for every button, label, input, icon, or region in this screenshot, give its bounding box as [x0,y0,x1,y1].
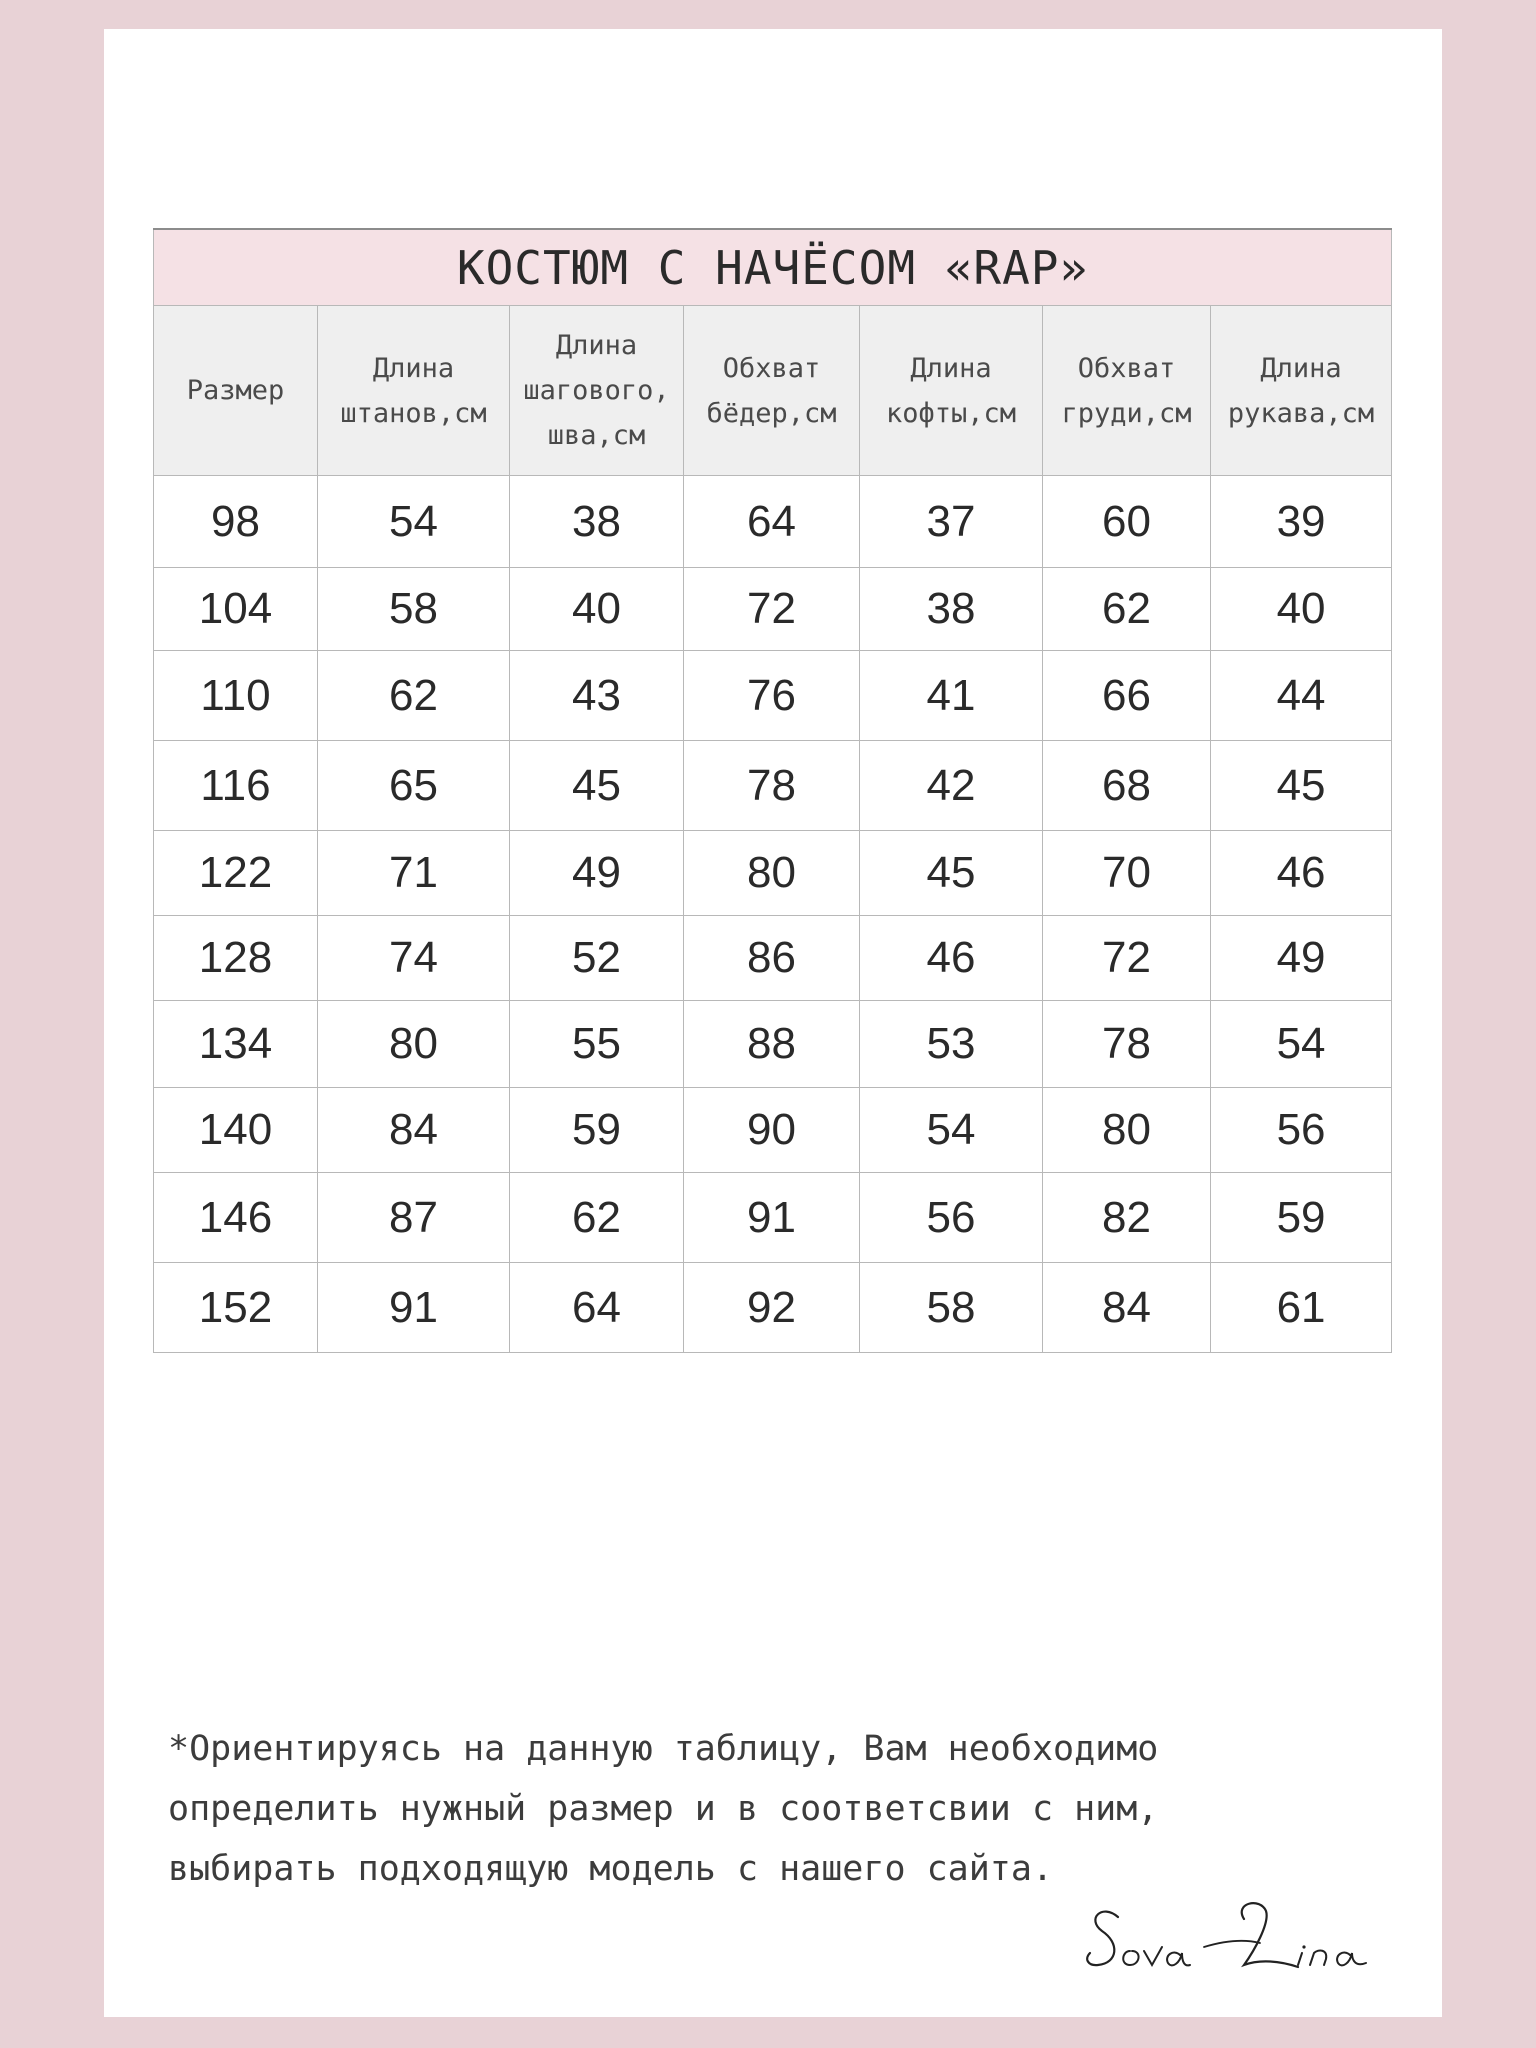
measurement-cell: 39 [1211,476,1392,568]
measurement-cell: 38 [510,476,684,568]
measurement-cell: 68 [1043,741,1211,831]
column-header-line: Обхват [1077,352,1176,384]
size-cell: 134 [154,1001,318,1088]
measurement-cell: 38 [860,568,1043,651]
measurement-cell: 88 [684,1001,860,1088]
table-row [154,1001,1392,1088]
measurement-cell: 84 [1043,1263,1211,1353]
measurement-cell: 45 [860,831,1043,916]
column-header-line: шва,см [547,420,646,451]
measurement-cell: 72 [1043,916,1211,1001]
column-header [684,306,860,476]
column-header [1043,306,1211,476]
measurement-cell: 60 [1043,476,1211,568]
measurement-cell: 54 [318,476,510,568]
measurement-cell: 40 [1211,568,1392,651]
measurement-cell: 64 [510,1263,684,1353]
measurement-cell: 52 [510,916,684,1001]
table-body [154,476,1392,1353]
measurement-cell: 80 [1043,1088,1211,1173]
measurement-cell: 49 [510,831,684,916]
measurement-cell: 76 [684,651,860,741]
measurement-cell: 61 [1211,1263,1392,1353]
measurement-cell: 56 [860,1173,1043,1263]
measurement-cell: 42 [860,741,1043,831]
measurement-cell: 62 [318,651,510,741]
measurement-cell: 91 [684,1173,860,1263]
column-header [1211,306,1392,476]
column-header [318,306,510,476]
measurement-cell: 58 [860,1263,1043,1353]
measurement-cell: 58 [318,568,510,651]
measurement-cell: 72 [684,568,860,651]
measurement-cell: 45 [510,741,684,831]
column-header-line: Длина [910,352,992,384]
measurement-cell: 46 [860,916,1043,1001]
footnote-line: *Ориентируясь на данную таблицу, Вам необходимо [168,1729,1159,1769]
table-row [154,1263,1392,1353]
column-header [154,306,318,476]
measurement-cell: 78 [684,741,860,831]
table-row [154,1088,1392,1173]
measurement-cell: 66 [1043,651,1211,741]
measurement-cell: 37 [860,476,1043,568]
size-cell: 110 [154,651,318,741]
measurement-cell: 62 [1043,568,1211,651]
measurement-cell: 59 [510,1088,684,1173]
measurement-cell: 80 [684,831,860,916]
column-header-line: шагового, [523,375,670,406]
measurement-cell: 82 [1043,1173,1211,1263]
measurement-cell: 59 [1211,1173,1392,1263]
table-row [154,916,1392,1001]
size-cell: 140 [154,1088,318,1173]
measurement-cell: 43 [510,651,684,741]
measurement-cell: 84 [318,1088,510,1173]
column-header [510,306,684,476]
column-header [860,306,1043,476]
column-header-line: кофты,см [885,397,1017,429]
column-header-line: Длина [372,352,455,384]
measurement-cell: 65 [318,741,510,831]
measurement-cell: 44 [1211,651,1392,741]
table-row [154,831,1392,916]
measurement-cell: 41 [860,651,1043,741]
measurement-cell: 53 [860,1001,1043,1088]
measurement-cell: 80 [318,1001,510,1088]
table-row [154,741,1392,831]
size-cell: 152 [154,1263,318,1353]
table-title: КОСТЮМ С НАЧЁСОМ «RAP» [154,229,1392,306]
footnote-line: выбирать подходящую модель с нашего сайта. [168,1849,1054,1889]
size-cell: 122 [154,831,318,916]
column-header-line: штанов,см [340,397,487,429]
column-header-line: рукава,см [1227,397,1375,429]
table-row [154,1173,1392,1263]
measurement-cell: 46 [1211,831,1392,916]
measurement-cell: 64 [684,476,860,568]
measurement-cell: 87 [318,1173,510,1263]
table-row [154,568,1392,651]
size-cell: 128 [154,916,318,1001]
size-cell: 116 [154,741,318,831]
size-table [153,228,1392,1353]
size-chart-sheet [104,29,1442,2017]
measurement-cell: 74 [318,916,510,1001]
measurement-cell: 78 [1043,1001,1211,1088]
measurement-cell: 62 [510,1173,684,1263]
column-header-line: бёдер,см [706,397,837,429]
column-header-line: груди,см [1061,397,1192,429]
measurement-cell: 86 [684,916,860,1001]
measurement-cell: 71 [318,831,510,916]
measurement-cell: 91 [318,1263,510,1353]
measurement-cell: 54 [860,1088,1043,1173]
measurement-cell: 92 [684,1263,860,1353]
footnote-line: определить нужный размер и в соответсвии с ним, [168,1789,1159,1829]
column-header-line: Размер [186,375,285,406]
measurement-cell: 56 [1211,1088,1392,1173]
header-row [154,306,1392,476]
size-cell: 104 [154,568,318,651]
signature-logo [1084,1889,1404,1979]
column-header-line: Длина [1260,352,1342,384]
table-row [154,651,1392,741]
column-header-line: Обхват [722,352,821,384]
size-cell: 98 [154,476,318,568]
measurement-cell: 90 [684,1088,860,1173]
measurement-cell: 49 [1211,916,1392,1001]
measurement-cell: 55 [510,1001,684,1088]
measurement-cell: 40 [510,568,684,651]
size-cell: 146 [154,1173,318,1263]
measurement-cell: 45 [1211,741,1392,831]
measurement-cell: 70 [1043,831,1211,916]
column-header-line: Длина [555,330,638,361]
footnote [168,1719,1368,1899]
measurement-cell: 54 [1211,1001,1392,1088]
table-row [154,476,1392,568]
